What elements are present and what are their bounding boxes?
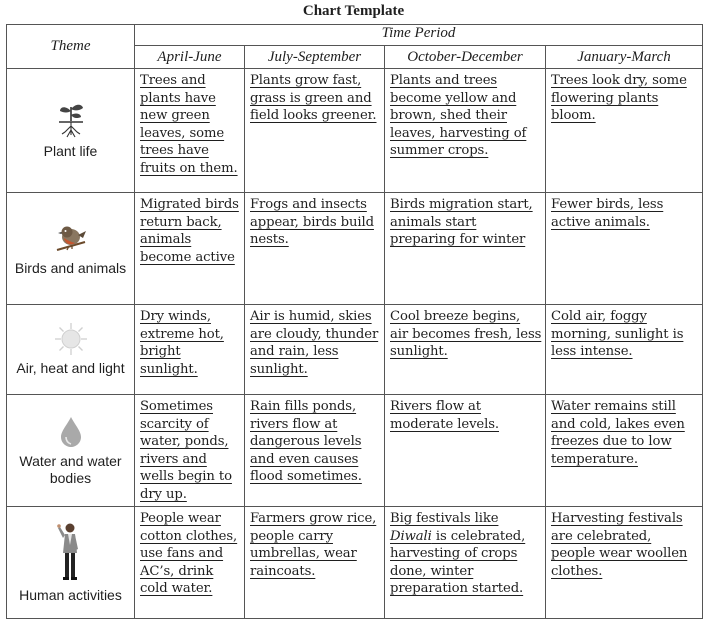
cell-text-post: is celebrated, harvesting of crops done, winter preparation started. [390,528,526,597]
person-icon [56,521,86,583]
theme-cell-plant-life [7,69,135,193]
cell-birds-january-march: Fewer birds, less active animals. [546,193,703,305]
period-header-january-march: January-March [546,46,703,69]
theme-label: Water and water bodies [19,452,122,486]
water-drop-icon [59,415,83,449]
cell-water-july-september: Rain fills ponds, rivers flow at dangerous levels and even causes flood sometimes. [245,395,385,507]
festival-name: Diwali [390,528,432,544]
period-header-july-september: July-September [245,46,385,69]
table-row [7,507,703,619]
cell-air-january-march: Cold air, foggy morning, sunlight is less intense. [546,305,703,395]
seasons-table [6,24,703,619]
period-header-october-december: October-December [385,46,546,69]
chart-title: Chart Template [302,3,405,19]
theme-cell-birds-animals [7,193,135,305]
cell-plant-life-july-september: Plants grow fast, grass is green and field looks greener. [245,69,385,193]
period-header-april-june: April-June [135,46,245,69]
theme-cell-water [7,395,135,507]
cell-human-january-march: Harvesting festivals are celebrated, people wear woollen clothes. [546,507,703,619]
theme-label: Air, heat and light [16,360,125,376]
sun-icon [54,322,88,356]
cell-plant-life-january-march: Trees look dry, some flowering plants bloom. [546,69,703,193]
plant-icon [56,101,86,139]
cell-human-october-december [385,507,546,619]
cell-human-july-september: Farmers grow rice, people carry umbrellas, wear raincoats. [245,507,385,619]
cell-birds-october-december: Birds migration start, animals start preparing for winter [385,193,546,305]
cell-air-july-september: Air is humid, skies are cloudy, thunder and rain, less sunlight. [245,305,385,395]
cell-water-january-march: Water remains still and cold, lakes even freezes due to low temperature. [546,395,703,507]
cell-text-pre: Big festivals like [390,511,499,526]
table-row [7,69,703,193]
theme-label: Plant life [43,143,98,159]
theme-label: Birds and animals [14,260,127,276]
theme-header: Theme [7,25,135,69]
theme-cell-human-activities [7,507,135,619]
theme-label: Human activities [19,587,122,603]
table-row [7,395,703,507]
time-period-header: Time Period [135,25,703,46]
cell-human-april-june: People wear cotton clothes, use fans and AC’s, drink cold water. [135,507,245,619]
bird-icon [53,220,89,256]
cell-plant-life-april-june: Trees and plants have new green leaves, some trees have fruits on them. [135,69,245,193]
cell-water-april-june: Sometimes scarcity of water, ponds, rivers and wells begin to dry up. [135,395,245,507]
table-row [7,193,703,305]
table-row [7,305,703,395]
cell-water-october-december: Rivers flow at moderate levels. [385,395,546,507]
cell-birds-april-june: Migrated birds return back, animals become active [135,193,245,305]
cell-plant-life-october-december: Plants and trees become yellow and brown, shed their leaves, harvesting of summer crops. [385,69,546,193]
cell-air-october-december: Cool breeze begins, air becomes fresh, less sunlight. [385,305,546,395]
cell-birds-july-september: Frogs and insects appear, birds build nests. [245,193,385,305]
theme-cell-air-heat-light [7,305,135,395]
cell-air-april-june: Dry winds, extreme hot, bright sunlight. [135,305,245,395]
